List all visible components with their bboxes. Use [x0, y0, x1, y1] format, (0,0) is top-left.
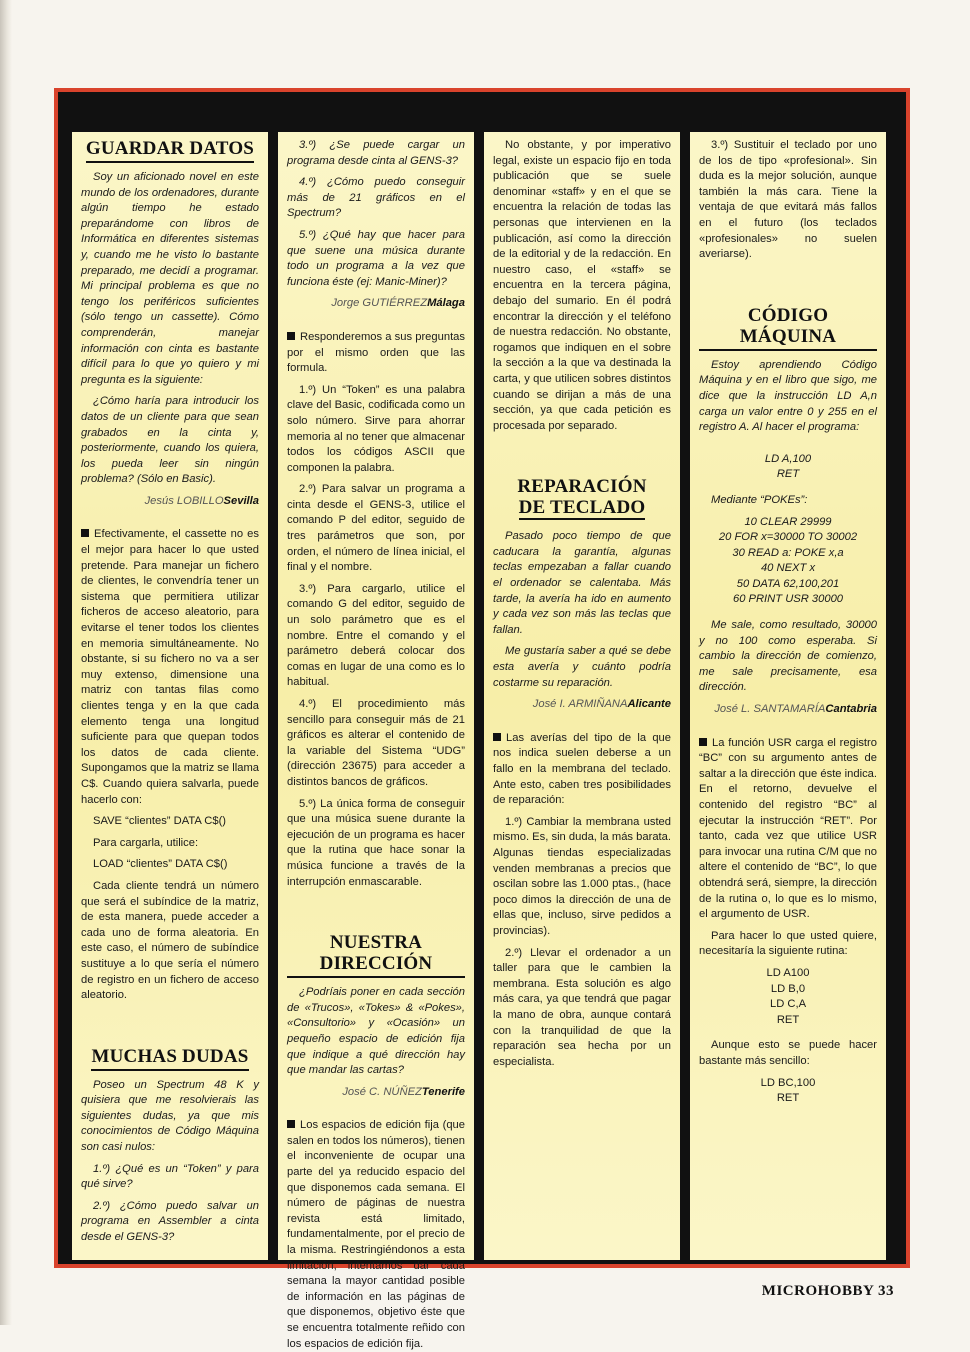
- section-title-guardar-datos: GUARDAR DATOS: [86, 138, 254, 163]
- answer-text: 1.º) Cambiar la membrana usted mismo. Es, sin duda, la más barata. Algunas tiendas especializadas venden membranas a precios que oscilan sobre las 1.000 ptas., (hace poco dimos la dirección de una de ellas que, incluso, sirve pedidos a provincias).: [493, 815, 671, 937]
- code-line: LD BC,100: [760, 1076, 816, 1089]
- answer-text: Los espacios de edición fija (que salen en todos los números), tienen el inconveniente de ocupar una parte del ya reducido espacio del que disponemos cada semana. El número de páginas de nuestra revista está limitado, fundamentalmente, por el precio de la misma. Restringiéndonos a esta limitación, intentamos dar cada semana la mayor cantidad posible de información en las páginas de que disponemos, objetivo éste que se encuentra totalmente reñido con los espacios de edición fija.: [287, 1119, 465, 1350]
- code-line: RET: [776, 1092, 800, 1105]
- answer-square-icon: [81, 529, 89, 537]
- answer-text: La función USR carga el registro “BC” con su argumento antes de saltar a la dirección que éste indica. En el retorno, devuelve el contenido del registro “BC” al ejecutar la instrucción “RET”. Por tanto, cada vez que utilice USR para invocar una rutina C/M que no altere el contenido de “BC”, lo que obtendrá será, siempre, la dirección de la rutina o, lo que es lo mismo, el argumento de USR.: [699, 736, 877, 921]
- section-title-line: DE TECLADO: [518, 497, 646, 519]
- answer-text: 3.º) Para cargarlo, utilice el comando G del editor, seguido de un solo parámetro que es el nombre. Entre el comando y el parámetro deberá colocar dos comas en lugar de una como es lo habitual.: [287, 582, 465, 689]
- magazine-name: MICROHOBBY: [761, 1283, 874, 1299]
- page-number: 33: [878, 1283, 894, 1299]
- column-3: [484, 132, 680, 1260]
- answer-text: 4.º) El procedimiento más sencillo para conseguir más de 21 gráficos es alterar el contenido de la variable del Sistema “UDG” (dirección 23675) para acceder a distintos bancos de gráficos.: [287, 698, 465, 788]
- signature-city: Málaga: [427, 297, 465, 310]
- answer-square-icon: [699, 738, 707, 746]
- answer-text: Aunque esto se puede hacer bastante más sencillo:: [699, 1039, 877, 1067]
- code-line: 60 PRINT USR 30000: [732, 593, 844, 606]
- section-title-muchas-dudas: MUCHAS DUDAS: [91, 1046, 248, 1071]
- answer-text: 3.º) Sustituir el teclado por uno de los de tipo «profesional». Sin duda es la mejor solución, aunque también la más cara. Tiene la ventaja de que evitará más fallos en el futuro (los teclados «profesionales» no suelen averiarse).: [699, 139, 877, 261]
- code-line: LOAD “clientes” DATA C$(): [93, 858, 228, 871]
- answer-square-icon: [287, 332, 295, 340]
- letter-text: Soy un aficionado novel en este mundo de los ordenadores, durante algún tiempo he estado preparándome con libros de Informática en diferentes sistemas y, cuando me he visto lo bastante preparado, me decidí a programar. Mi principal problema es que no tengo los periféricos suficientes (sólo tengo un cassette). Cómo comprenderán, manejar información con cinta es bastante difícil para lo que yo quiero y mi pregunta es la siguiente:: [81, 171, 259, 386]
- letter-text: Pasado poco tiempo de que caducara la garantía, algunas teclas empezaban a fallar cuando el ordenador se calentaba. Más tarde, la avería ha ido en aumento y cada vez son más las teclas que fallan.: [493, 530, 671, 636]
- letter-text: 5.º) ¿Qué hay que hacer para que suene una música durante todo un programa a la vez que funciona éste (ej: Manic-Miner)?: [287, 228, 465, 288]
- letter-text: Me sale, como resultado, 30000 y no 100 como esperaba. Si cambio la dirección de comienzo, me sale precisamente, esa dirección.: [699, 619, 877, 694]
- column-1: [72, 132, 268, 1260]
- letter-text: 2.º) ¿Cómo puedo salvar un programa en Assembler a cinta desde el GENS-3?: [81, 1199, 259, 1244]
- letter-signature: [81, 494, 259, 510]
- letter-text: Poseo un Spectrum 48 K y quisiera que me resolvierais las siguientes dudas, ya que mis conocimientos de Código Máquina son casi nulos:: [81, 1078, 259, 1154]
- letter-text: ¿Cómo haría para introducir los datos de un cliente para que sean grabados en la cinta y, posteriormente, cuando los quiera, los pueda leer sin ningún problema? (Sólo en Basic).: [81, 395, 259, 486]
- code-line: 40 NEXT x: [760, 562, 816, 575]
- answer-text: Responderemos a sus preguntas por el mismo orden que las formula.: [287, 330, 465, 375]
- signature-city: Tenerife: [421, 1085, 465, 1098]
- code-line: 10 CLEAR 29999: [744, 515, 832, 528]
- section-title-nuestra-direccion: NUESTRA DIRECCIÓN: [287, 932, 465, 978]
- letter-text: 4.º) ¿Cómo puedo conseguir más de 21 gráficos en el Spectrum?: [287, 176, 465, 220]
- code-line: RET: [776, 1013, 800, 1026]
- code-line: 50 DATA 62,100,201: [736, 577, 840, 590]
- code-line: SAVE “clientes” DATA C$(): [93, 815, 227, 828]
- letter-text: 3.º) ¿Se puede cargar un programa desde cinta al GENS-3?: [287, 139, 465, 167]
- code-line: RET: [776, 468, 800, 481]
- signature-name: José L. SANTAMARÍA: [714, 703, 826, 716]
- letter-signature: [699, 702, 877, 718]
- section-title-reparacion-teclado: [493, 476, 671, 522]
- answer-square-icon: [287, 1120, 295, 1128]
- code-line: LD B,0: [770, 982, 806, 995]
- answer-text: 2.º) Para salvar un programa a cinta desde el GENS-3, utilice el comando P del editor, seguido de tres parámetros que son, por orden, el número de línea inicial, el final y el nombre.: [287, 483, 465, 574]
- signature-city: Alicante: [627, 698, 671, 711]
- answer-text: 2.º) Llevar el ordenador a un taller para que le cambien la membrana. Esta solución es algo más cara, ya que tendrá que pagar la mano de obra, aunque contará con la tranquilidad de que la reparación sea hecha por un especialista.: [493, 946, 671, 1068]
- code-line: 30 READ a: POKE x,a: [732, 546, 844, 559]
- page-footer: [762, 1283, 894, 1300]
- answer-text: Para cargarla, utilice:: [93, 836, 199, 849]
- answer-text: 5.º) La única forma de conseguir que una música suene durante la ejecución de un programa es hacer que la rutina que hace sonar la música funcione a través de la interrupción enmascarable.: [287, 797, 465, 888]
- letter-text: ¿Podríais poner en cada sección de «Trucos», «Tokes» & «Pokes», «Consultorio» y «Ocasión» un pequeño espacio de edición fija que indique a qué dirección hay que mandar las cartas?: [287, 986, 465, 1077]
- column-4: [690, 132, 886, 1260]
- answer-square-icon: [493, 733, 501, 741]
- code-line: LD A,100: [764, 452, 812, 465]
- signature-city: Cantabria: [825, 703, 877, 716]
- letter-text: Estoy aprendiendo Código Máquina y en el libro que sigo, me dice que la instrucción LD A,n carga un valor entre 0 y 255 en el registro A. Al hacer el programa:: [699, 358, 877, 434]
- signature-name: José I. ARMIÑANA: [532, 698, 628, 711]
- section-title-codigo-maquina: CÓDIGO MÁQUINA: [699, 305, 877, 351]
- signature-name: Jesús LOBILLO: [144, 494, 224, 507]
- signature-name: José C. NÚÑEZ: [342, 1085, 422, 1098]
- code-line: LD C,A: [769, 998, 807, 1011]
- letter-signature: [493, 697, 671, 713]
- letter-text: Mediante “POKEs”:: [711, 493, 808, 506]
- signature-city: Sevilla: [223, 494, 259, 507]
- code-line: 20 FOR x=30000 TO 30002: [718, 531, 858, 544]
- answer-text: Efectivamente, el cassette no es el mejor para hacer lo que usted pretende. Para manejar un fichero de clientes, le convendría tener un sistema que permitiera utilizar ficheros de acceso aleatorio, para evitarse el tener todos los clientes en memoria simultáneamente. No obstante, si su fichero no va a ser muy extenso, dimensione una matriz con tantas filas como clientes tenga y en la que cada elemento tenga una longitud suficiente para que quepan todos los datos de cada cliente. Supongamos que la matriz se llama C$. Cuando quiera salvarla, puede hacerlo con:: [81, 528, 259, 806]
- answer-text: No obstante, y por imperativo legal, existe un espacio fijo en toda publicación que se suele denominar «staff» y en el que se encuentra la relación de todas las personas que intervienen en la publicación, así como la dirección de la editorial y de la redacción. En nuestro caso, el «staff» se encuentra en la tercera página, debajo del sumario. En él podrá encontrar la dirección y el teléfono de nuestra redacción. No obstante, rogamos que indiquen en el sobre la sección a la que va destinada la carta, y que utilicen sobres distintos cuando se dirijan a más de una sección, ya que cada petición es procesada por separado.: [493, 139, 671, 432]
- letter-signature: [287, 1085, 465, 1101]
- answer-text: Cada cliente tendrá un número que será el subíndice de la matriz, de esta manera, puede acceder a cada uno de forma aleatoria. En este caso, el número de subíndice sustituye a lo que sería el número de registro en un fichero de acceso aleatorio.: [81, 879, 259, 1002]
- answer-text: 1.º) Un “Token” es una palabra clave del Basic, codificada como un solo número. Sirve para ahorrar memoria al no tener que almacenar todos los códigos ASCII que componen la palabra.: [287, 383, 465, 474]
- letter-signature: [287, 296, 465, 312]
- page-binding-edge: [0, 0, 12, 1325]
- signature-name: Jorge GUTIÉRREZ: [331, 297, 428, 310]
- section-title-line: REPARACIÓN: [517, 476, 647, 498]
- letter-text: 1.º) ¿Qué es un “Token” y para qué sirve?: [81, 1162, 259, 1191]
- code-line: LD A100: [766, 966, 810, 979]
- column-2: [278, 132, 474, 1350]
- answer-text: Para hacer lo que usted quiere, necesitaría la siguiente rutina:: [699, 929, 877, 958]
- letter-text: Me gustaría saber a qué se debe esta avería y cuánto podría costarme su reparación.: [493, 645, 671, 689]
- answer-text: Las averías del tipo de la que nos indica suelen deberse a un fallo en la membrana del teclado. Ante esto, caben tres posibilidades de reparación:: [493, 731, 671, 807]
